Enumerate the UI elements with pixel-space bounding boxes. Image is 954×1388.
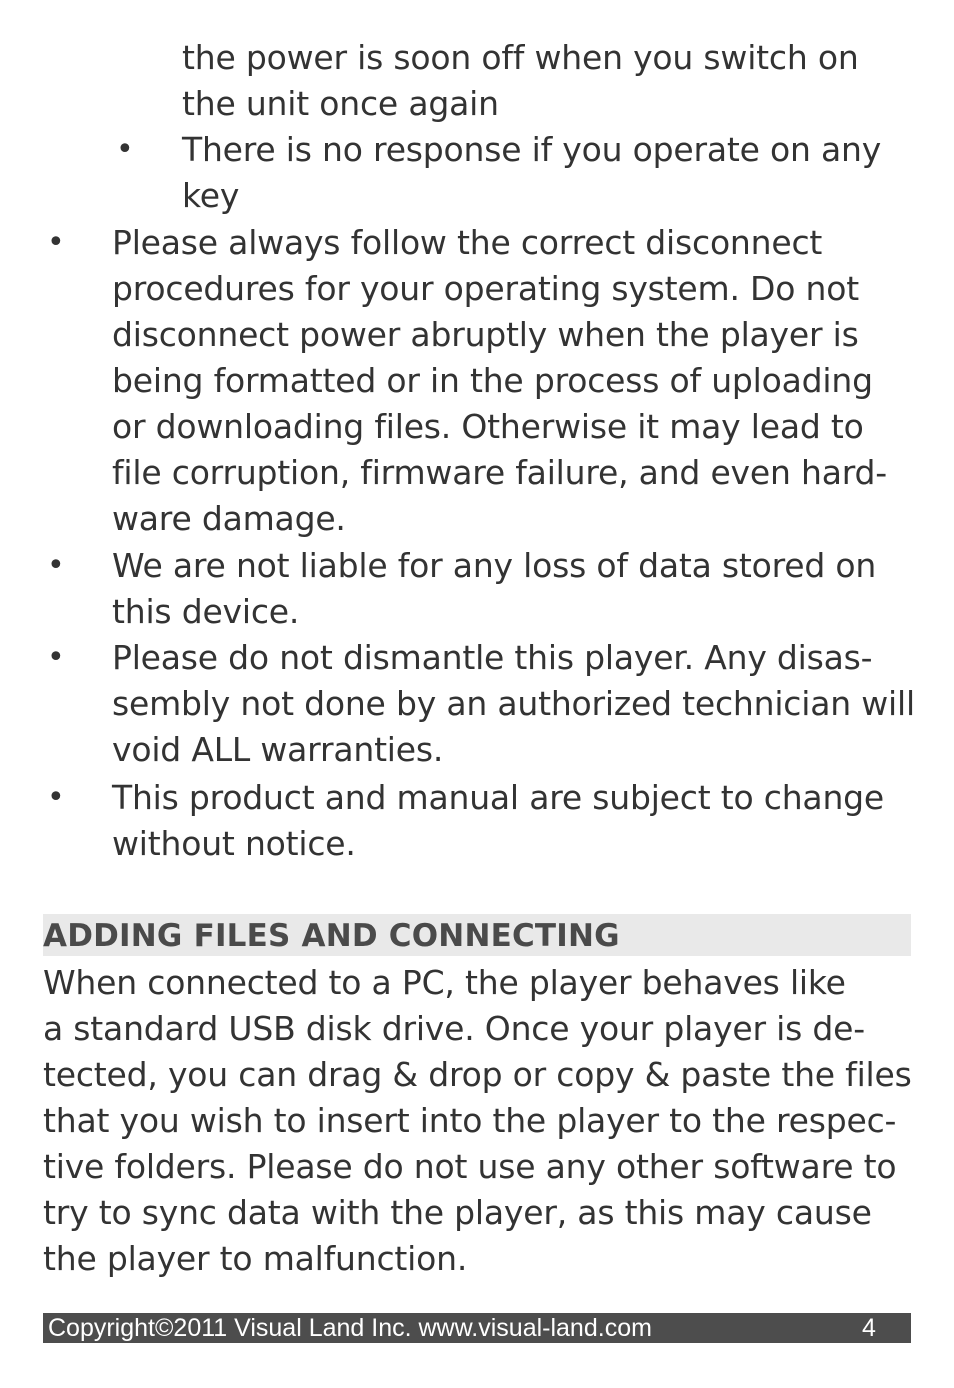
bullet-line: Please always follow the correct disconnect: [112, 223, 823, 262]
body-line: try to sync data with the player, as this may cause: [43, 1193, 872, 1232]
body-line: a standard USB disk drive. Once your player is de-: [43, 1009, 865, 1048]
bullet-line: or downloading files. Otherwise it may lead to: [112, 407, 864, 446]
bullet-line: without notice.: [112, 824, 356, 863]
body-line: tected, you can drag & drop or copy & paste the files: [43, 1055, 912, 1094]
bullet-line: being formatted or in the process of uploading: [112, 361, 873, 400]
bullet-line: this device.: [112, 592, 300, 631]
bullet-marker: •: [47, 780, 65, 815]
footer-page-number: 4: [862, 1314, 876, 1342]
continued-line: the unit once again: [182, 84, 499, 123]
bullet-line: sembly not done by an authorized technician will: [112, 684, 915, 723]
bullet-line: Please do not dismantle this player. Any disas-: [112, 638, 873, 677]
bullet-line: We are not liable for any loss of data stored on: [112, 546, 877, 585]
bullet-line: ware damage.: [112, 499, 346, 538]
footer-copyright: Copyright©2011 Visual Land Inc. www.visual-land.com: [48, 1314, 652, 1342]
bullet-marker: •: [47, 640, 65, 675]
continued-line: the power is soon off when you switch on: [182, 38, 859, 77]
bullet-line: disconnect power abruptly when the player is: [112, 315, 859, 354]
body-line: that you wish to insert into the player to the respec-: [43, 1101, 897, 1140]
sub-bullet-line: There is no response if you operate on any: [182, 130, 882, 169]
bullet-marker: •: [47, 225, 65, 260]
bullet-marker: •: [47, 548, 65, 583]
sub-bullet-line: key: [182, 176, 240, 215]
section-heading: ADDING FILES AND CONNECTING: [43, 918, 620, 954]
bullet-line: procedures for your operating system. Do not: [112, 269, 859, 308]
bullet-line: file corruption, firmware failure, and even hard-: [112, 453, 887, 492]
bullet-line: This product and manual are subject to change: [112, 778, 885, 817]
body-line: When connected to a PC, the player behaves like: [43, 963, 846, 1002]
body-line: the player to malfunction.: [43, 1239, 468, 1278]
bullet-line: void ALL warranties.: [112, 730, 444, 769]
body-line: tive folders. Please do not use any other software to: [43, 1147, 897, 1186]
sub-bullet-marker: •: [116, 132, 134, 167]
